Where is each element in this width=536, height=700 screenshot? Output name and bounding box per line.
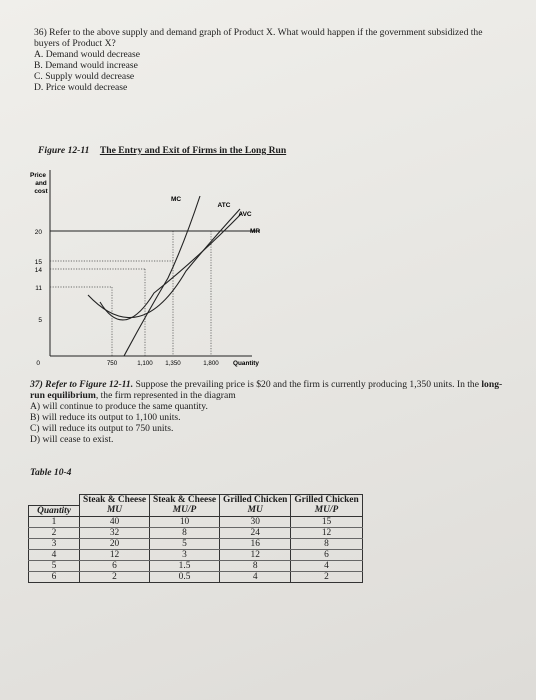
x-tick-1100: 1,100 (137, 360, 153, 367)
cost-curves-chart (28, 160, 328, 375)
table-cell: 24 (220, 527, 291, 538)
question-37-stem-a: Suppose the prevailing price is $20 and the firm is currently producing 1,350 units. In the (133, 379, 482, 390)
table-row (29, 516, 363, 527)
y-tick-15: 15 (34, 259, 42, 266)
question-36-option-a: A. Demand would decrease (34, 49, 141, 60)
table-cell: 5 (29, 560, 80, 571)
x-tick-1350: 1,350 (165, 360, 181, 367)
table-cell: 2 (80, 571, 150, 582)
table-cell: 4 (220, 571, 291, 582)
table-group-header: Steak & Cheese (150, 495, 220, 506)
table-cell: 3 (150, 549, 220, 560)
table-group-header: Grilled Chicken (220, 495, 291, 506)
figure-label: Figure 12-11 (38, 145, 90, 156)
y-axis-label-line-2: and (35, 180, 47, 187)
table-row (29, 560, 363, 571)
table-cell: 3 (29, 538, 80, 549)
table-cell: 6 (291, 549, 362, 560)
table-corner-blank (29, 495, 80, 506)
table-label: Table 10-4 (30, 467, 72, 478)
mc-curve (124, 196, 200, 356)
table-cell: 8 (150, 527, 220, 538)
question-36-option-c: C. Supply would decrease (34, 71, 135, 82)
question-37-stem (30, 379, 510, 401)
table-cell: 40 (80, 516, 150, 527)
y-tick-20: 20 (34, 229, 42, 236)
table-cell: 2 (29, 527, 80, 538)
table-group-header-row (29, 495, 363, 506)
y-tick-11: 11 (35, 285, 42, 292)
table-sub-header-row (29, 505, 363, 516)
table-cell: 6 (80, 560, 150, 571)
question-37 (30, 379, 510, 445)
mc-label: MC (170, 196, 182, 203)
table-cell: 6 (29, 571, 80, 582)
reference-lines (50, 231, 211, 356)
y-tick-14: 14 (34, 267, 42, 274)
question-37-option-a: A) will continue to produce the same quantity. (30, 401, 208, 412)
table-cell: 0.5 (150, 571, 220, 582)
table-row (29, 571, 363, 582)
table-cell: 5 (150, 538, 220, 549)
table-cell: 8 (291, 538, 362, 549)
avc-curve (100, 213, 242, 320)
question-37-option-d: D) will cease to exist. (30, 434, 114, 445)
y-axis-label-line-1: Price (30, 172, 46, 179)
figure-caption (38, 145, 286, 156)
question-37-bold-phrase: long-run equilibrium (30, 379, 503, 401)
table-cell: 1.5 (150, 560, 220, 571)
mr-label: MR (249, 228, 261, 235)
table-cell: 4 (29, 549, 80, 560)
table-cell: 8 (220, 560, 291, 571)
table-group-header: Steak & Cheese (80, 495, 150, 506)
table-row (29, 538, 363, 549)
y-tick-0: 0 (36, 360, 40, 367)
question-36-option-d: D. Price would decrease (34, 82, 128, 93)
y-tick-5: 5 (38, 317, 42, 324)
table-cell: 12 (80, 549, 150, 560)
table-row (29, 527, 363, 538)
atc-curve (88, 209, 240, 318)
question-36-option-b: B. Demand would increase (34, 60, 138, 71)
question-37-option-c: C) will reduce its output to 750 units. (30, 423, 174, 434)
avc-label: AVC (238, 211, 252, 218)
table-sub-header: MU (220, 505, 291, 516)
table-cell: 16 (220, 538, 291, 549)
table-cell: 10 (150, 516, 220, 527)
table-sub-header: MU/P (291, 505, 362, 516)
table-cell: 1 (29, 516, 80, 527)
table-sub-header: MU (80, 505, 150, 516)
atc-label: ATC (217, 202, 231, 209)
figure-title: The Entry and Exit of Firms in the Long Run (99, 145, 287, 156)
table-cell: 32 (80, 527, 150, 538)
table-cell: 20 (80, 538, 150, 549)
x-tick-750: 750 (106, 360, 118, 367)
table-cell: 15 (291, 516, 362, 527)
x-axis-label: Quantity (233, 360, 259, 367)
question-36-stem: 36) Refer to the above supply and demand graph of Product X. What would happen if the government subsidized the buyers of Product X? (34, 27, 483, 49)
y-axis-label-line-3: cost (34, 188, 48, 195)
table-cell: 30 (220, 516, 291, 527)
table-cell: 2 (291, 571, 362, 582)
question-37-stem-b: , the firm represented in the diagram (95, 390, 236, 401)
table-header-quantity: Quantity (29, 505, 80, 516)
table-cell: 12 (291, 527, 362, 538)
table-row (29, 549, 363, 560)
utility-table (28, 494, 363, 583)
table-cell: 4 (291, 560, 362, 571)
x-tick-1800: 1,800 (203, 360, 219, 367)
question-37-option-b: B) will reduce its output to 1,100 units. (30, 412, 181, 423)
question-36 (34, 27, 504, 93)
table-cell: 12 (220, 549, 291, 560)
question-37-ref: 37) Refer to Figure 12-11. (30, 379, 134, 390)
table-sub-header: MU/P (150, 505, 220, 516)
table-group-header: Grilled Chicken (291, 495, 362, 506)
